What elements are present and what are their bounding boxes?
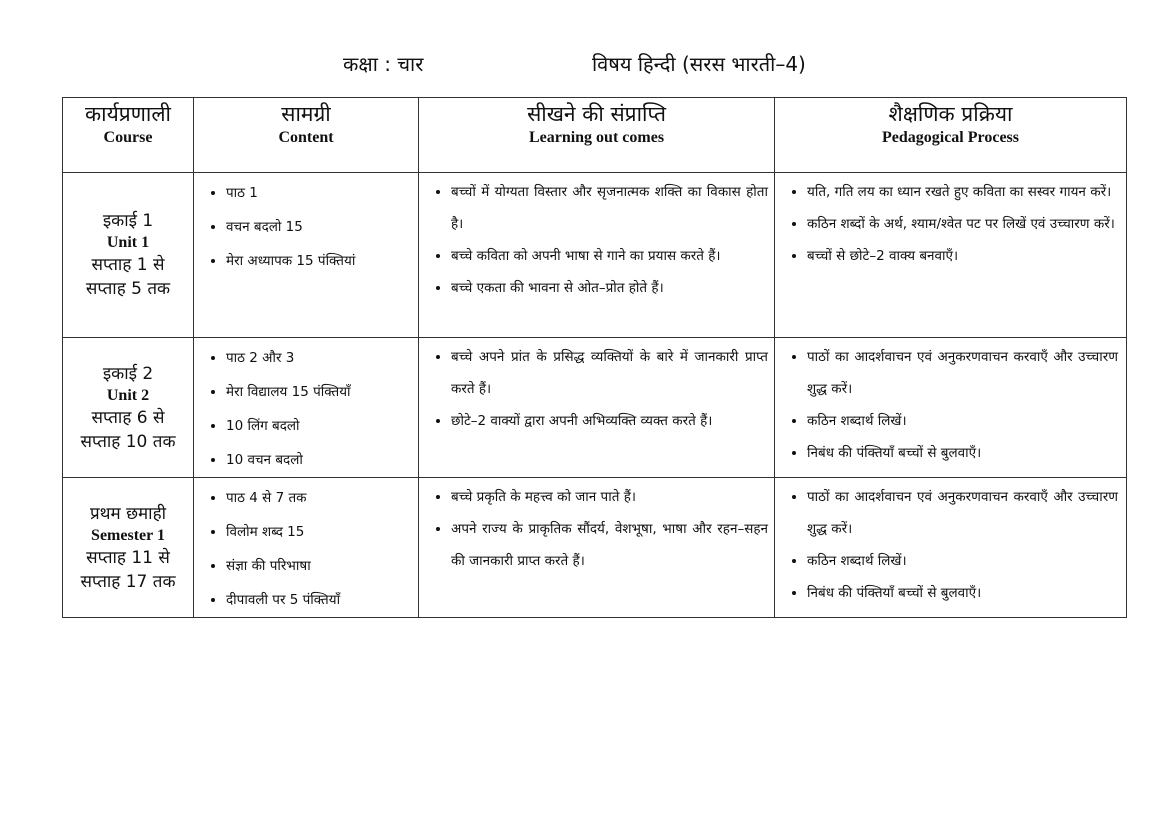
pedagogy-cell [775,478,1127,618]
outcomes-cell [419,478,775,618]
list-item: • कठिन शब्दों के अर्थ, श्याम/श्वेत पट पर लिखें एवं उच्चारण करें। [807,208,1118,240]
list-item: • पाठ 2 और 3 [226,341,412,375]
course-cell [63,338,194,478]
list-item: • बच्चों से छोटे–2 वाक्य बनवाएँ। [807,240,1118,272]
column-header-hindi: कार्यप्रणाली [85,102,171,126]
list-item: • बच्चे अपने प्रांत के प्रसिद्ध व्यक्तियों के बारे में जानकारी प्राप्त करते हैं। [451,341,768,405]
unit-label-hindi: इकाई 2 [102,363,154,384]
weeks-to: सप्ताह 10 तक [80,431,176,452]
header-row [63,98,1127,173]
column-header-hindi: सीखने की संप्राप्ति [527,102,666,126]
list-item: • पाठों का आदर्शवाचन एवं अनुकरणवाचन करवाएँ और उच्चारण शुद्ध करें। [807,481,1118,545]
unit-label-english: Unit 1 [106,234,150,251]
document-title [0,50,1169,80]
list-item: • कठिन शब्दार्थ लिखें। [807,545,1118,577]
weeks-from: सप्ताह 1 से [91,255,165,275]
list-item: • बच्चे एकता की भावना से ओत–प्रोत होते हैं। [451,272,768,304]
pedagogy-cell [775,338,1127,478]
list-item: • यति, गति लय का ध्यान रखते हुए कविता का सस्वर गायन करें। [807,176,1118,208]
list-item: • संज्ञा की परिभाषा [226,549,412,583]
table-row [63,338,1127,478]
list-item: • बच्चे कविता को अपनी भाषा से गाने का प्रयास करते हैं। [451,240,768,272]
unit-label-english: Unit 2 [106,386,150,404]
column-header-course [63,98,194,173]
list-item: • पाठ 1 [226,176,412,210]
column-header-hindi: शैक्षणिक प्रक्रिया [888,102,1013,126]
subject-label: विषय हिन्दी (सरस भारती–4) [592,52,806,76]
table-row [63,173,1127,338]
column-header-pedagogy [775,98,1127,173]
weeks-from: सप्ताह 11 से [86,547,170,568]
pedagogy-cell [775,173,1127,338]
content-cell [194,478,419,618]
column-header-content [194,98,419,173]
list-item: • 10 लिंग बदलो [226,409,412,443]
syllabus-table [62,97,1127,618]
list-item: • 10 वचन बदलो [226,443,412,477]
table-row [63,478,1127,618]
list-item: • छोटे–2 वाक्यों द्वारा अपनी अभिव्यक्ति व्यक्त करते हैं। [451,405,768,437]
course-cell [63,478,194,618]
unit-label-hindi: प्रथम छमाही [89,503,167,524]
list-item: • मेरा अध्यापक 15 पंक्तियां [226,244,412,278]
list-item: • बच्चे प्रकृति के महत्त्व को जान पाते हैं। [451,481,768,513]
weeks-to: सप्ताह 17 तक [80,571,176,592]
column-header-english: Course [103,129,153,146]
list-item: • पाठ 4 से 7 तक [226,481,412,515]
unit-label-english: Semester 1 [91,526,165,544]
column-header-english: Learning out comes [528,129,665,146]
class-label: कक्षा : चार [343,52,424,76]
list-item: • दीपावली पर 5 पंक्तियाँ [226,583,412,617]
column-header-outcomes [419,98,775,173]
column-header-hindi: सामग्री [281,102,331,126]
list-item: • पाठों का आदर्शवाचन एवं अनुकरणवाचन करवाएँ और उच्चारण शुद्ध करें। [807,341,1118,405]
list-item: • निबंध की पंक्तियाँ बच्चों से बुलवाएँ। [807,437,1118,469]
content-cell [194,338,419,478]
weeks-to: सप्ताह 5 तक [85,279,171,299]
list-item: • निबंध की पंक्तियाँ बच्चों से बुलवाएँ। [807,577,1118,609]
list-item: • अपने राज्य के प्राकृतिक सौंदर्य, वेशभूषा, भाषा और रहन–सहन की जानकारी प्राप्त करते हैं। [451,513,768,577]
list-item: • मेरा विद्यालय 15 पंक्तियाँ [226,375,412,409]
list-item: • वचन बदलो 15 [226,210,412,244]
column-header-english: Content [278,129,334,146]
outcomes-cell [419,338,775,478]
column-header-english: Pedagogical Process [881,129,1019,146]
content-cell [194,173,419,338]
weeks-from: सप्ताह 6 से [91,407,165,428]
unit-label-hindi: इकाई 1 [102,211,154,231]
list-item: • विलोम शब्द 15 [226,515,412,549]
list-item: • बच्चों में योग्यता विस्तार और सृजनात्मक शक्ति का विकास होता है। [451,176,768,240]
course-cell [63,173,194,338]
outcomes-cell [419,173,775,338]
list-item: • कठिन शब्दार्थ लिखें। [807,405,1118,437]
